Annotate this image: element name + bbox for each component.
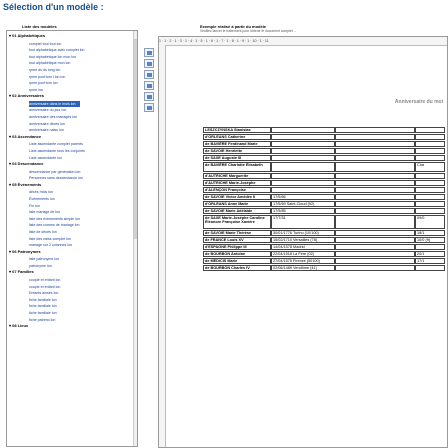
tree-item[interactable]: fiche patrimo lon [29,317,56,322]
tree-item[interactable]: rpme ponHom t lon lon [29,74,66,79]
info-cell [335,187,415,193]
info-cell [335,230,415,236]
tree-group[interactable]: ▾ 04 Descendance [9,161,44,167]
person-name-cell: de BAVIÈRE Charlotte Élisabeth [203,162,271,172]
tree-group[interactable]: ▾ 03 Ascendance [9,133,42,139]
extra-cell [415,180,445,186]
preview-pane [158,36,448,448]
extra-cell [415,155,445,161]
tree-group[interactable]: ▾ 01 Alphabétiques [9,33,46,38]
birth-date-cell [271,141,335,147]
tree-group[interactable]: ▾ 08 Lieux [9,323,29,329]
birth-date-cell [271,180,335,186]
person-name-cell: de SAVOIE Marie Adélaïde [203,208,271,214]
info-cell [335,141,415,147]
extra-cell: 20/1 [415,251,445,257]
horizontal-ruler: 1 · 1 · 2 · 1 · 3 · 1 · 4 · 1 · 5 · 1 · 6 · 1 · 7 · 1 · 8 · 1 · 9 · 1 · 10 · 1 · 11 [159,37,447,46]
tree-group[interactable]: ▾ 05 Événements [9,181,42,187]
print-icon[interactable] [144,48,154,57]
tree-item[interactable]: tout alphabétique mon lon [29,61,71,66]
birth-date-cell: 17/5/69 Saint-Cloud (92) [271,201,335,207]
info-cell [335,194,415,200]
person-name-cell: de FRANCE Louis XV [203,237,271,243]
birth-date-cell: 22/04/1518 La Fère (02) [271,251,335,257]
tree-item[interactable]: Personnes sans descendance lon [29,176,83,181]
tree-item[interactable]: descendance par génération lon [29,169,81,174]
person-name-cell: d'AUTRICHE Marguerite [203,173,271,179]
info-cell [335,251,415,257]
extra-cell [415,201,445,207]
birth-date-cell: 14/04/1578 Madrid [271,244,335,250]
extra-cell [415,244,445,250]
print-icon-glyph [147,51,152,55]
info-cell [335,265,415,271]
birth-date-cell: 15/02/1710 Versailles (78) [271,237,335,243]
page-title: Sélection d'un modèle : [3,2,104,12]
vertical-ruler [159,45,166,447]
save-icon-glyph [147,62,152,66]
preview-label: Exemple réalisé à partir du modèle [200,24,267,29]
tree-group[interactable]: ▾ 07 Familles [9,269,34,275]
birth-date-cell: 27/04/1575 Firenze (50100) [271,258,335,264]
info-cell [335,155,415,161]
model-tree[interactable] [6,30,138,447]
birth-date-cell: 17/5/85 [271,208,335,214]
birth-date-cell: 02/06/1489 Vendôme (41) [271,265,335,271]
birth-date-cell: 30/01/1776 Turino (10/100) [271,230,335,236]
tree-item[interactable]: liste patronyme lon [29,257,60,262]
copy-icon[interactable] [144,92,154,101]
person-name-cell: de BOURBON Charles IV [203,265,271,271]
birth-date-cell [271,187,335,193]
tree-group[interactable]: ▾ 06 Patronymes [9,248,41,254]
extra-cell: 18/1 [415,230,445,236]
birth-date-cell [271,155,335,161]
person-name-cell: de SAVOIE Victor Amédée II [203,194,271,200]
extra-cell [415,208,445,214]
tree-item[interactable]: Liste ascendante complet parents [29,142,83,147]
info-cell [335,215,415,229]
birth-date-cell [271,173,335,179]
tree-item[interactable]: mariage sur 2 colonnes lon [29,243,73,248]
extra-cell [415,134,445,140]
person-name-cell: d'ORLÉANS Anne Marie [203,201,271,207]
person-name-cell: de BAVIÈRE Ferdinand Marie [203,141,271,147]
info-cell [335,134,415,140]
extra-cell: 09/0 [415,215,445,229]
info-cell [335,162,415,172]
extra-cell: 17/1 [415,258,445,264]
tree-item[interactable]: tout alphabétique lon mon lon [29,54,77,59]
tree-item[interactable]: fiche familiale lon [29,297,57,302]
tree-item[interactable]: liste des comms de mariage lon [29,223,80,228]
extra-cell [415,265,445,271]
person-name-cell: d'ALENÇON Françoise [203,187,271,193]
extra-cell [415,141,445,147]
info-cell [335,208,415,214]
birth-date-cell: 17/7/31 [271,215,335,229]
extra-cell: 10/0 (fr) [415,237,445,243]
tree-item[interactable]: décès mois lon [29,190,53,195]
person-name-cell: de MÉDICIS Marie [203,258,271,264]
birth-date-cell [271,148,335,154]
word-icon[interactable] [144,70,154,79]
tree-item[interactable]: Liste ascendante lon [29,155,62,160]
excel-icon-glyph [147,84,152,88]
info-cell [335,173,415,179]
tree-item[interactable]: liste de décès lon [29,229,57,234]
extra-cell [415,194,445,200]
info-cell [335,258,415,264]
save-icon[interactable] [144,59,154,68]
extra-cell: Cha [415,162,445,172]
tree-item[interactable]: couple et enfant lon [29,284,61,289]
person-name-cell: d'ESPAGNE Philippe III [203,244,271,250]
extra-cell [415,148,445,154]
tree-item[interactable]: rpme ponHom lon [29,81,58,86]
tree-item[interactable]: Fin lon [29,203,40,208]
info-cell [335,237,415,243]
tree-item[interactable]: fiche familiale lon [29,304,57,309]
tree-item[interactable]: anniversaire dans le mois lon [29,101,80,107]
person-name-cell: de SAVOIE Marie Thérèse [203,230,271,236]
person-name-cell: d'AUTRICHE Marie-Joséphe [203,180,271,186]
tree-item[interactable]: complet tout tout lon [29,41,62,46]
tree-group[interactable]: ▾ 02 Anniversaires [9,93,44,99]
extra-cell [415,173,445,179]
birth-date-cell [271,162,335,172]
tree-item[interactable]: Liste ascendante tous les conjoints [29,148,85,153]
excel-icon[interactable] [144,81,154,90]
birth-date-cell [271,134,335,140]
tree-item[interactable]: liste des événements simple lon [29,216,80,221]
person-name-cell: de BOURBON Antoine [203,251,271,257]
info-cell [335,127,415,133]
birth-date-cell: 17/5/66 [271,194,335,200]
person-name-cell: de SAXE Marie-Joséphe Caroline Éléonore Françoise Xavière [203,215,271,229]
tree-item[interactable]: Événements lon [29,196,55,201]
tree-item[interactable]: patronyme lon [29,263,52,268]
preview-sublabel: Veuillez lancer le traitement pour obtenir le document complet ... [200,29,297,33]
tree-item[interactable]: rpme ds ds long lon [29,67,61,72]
extra-cell [415,187,445,193]
word-icon-glyph [147,73,152,77]
tree-item[interactable]: anniversaire des mariages lon [29,115,77,119]
tree-item[interactable]: liste des naiss complet lon [29,236,71,241]
list-label: Liste des modèles [22,24,57,29]
tree-item[interactable]: anniversaire naiss lon [29,128,64,133]
tree-item[interactable]: couple et enfant lon [29,277,61,282]
tree-item[interactable]: rpme lon [29,87,43,92]
help-icon[interactable] [144,103,154,112]
tree-scrollbar[interactable] [133,31,138,446]
tree-item[interactable]: fiche familiale lon [29,310,57,315]
person-name-cell: de SAXE Auguste III [203,155,271,161]
copy-icon-glyph [147,95,152,99]
tree-item[interactable]: liste mariage de lon [29,210,61,215]
document-title: Anniversaire du moi [394,99,443,105]
info-cell [335,148,415,154]
info-cell [335,180,415,186]
help-icon-glyph [147,106,152,110]
extra-cell [415,127,445,133]
birth-date-cell [271,127,335,133]
person-name-cell: d'ORLÉANS Catherine [203,134,271,140]
info-cell [335,244,415,250]
tree-item[interactable]: anniversaire décès lon [29,121,65,126]
info-cell [335,201,415,207]
person-name-cell: de SAVOIE Henriette [203,148,271,154]
person-name-cell: LESZCZYNSKA Stanislas [203,127,271,133]
tree-item[interactable]: tout alphabétique avec complet lon [29,48,85,53]
tree-item[interactable]: Enfants ainsés lon [29,291,59,296]
scrollbar-thumb[interactable] [134,39,138,239]
tree-item[interactable]: anniversaire du jour lon [29,108,67,113]
